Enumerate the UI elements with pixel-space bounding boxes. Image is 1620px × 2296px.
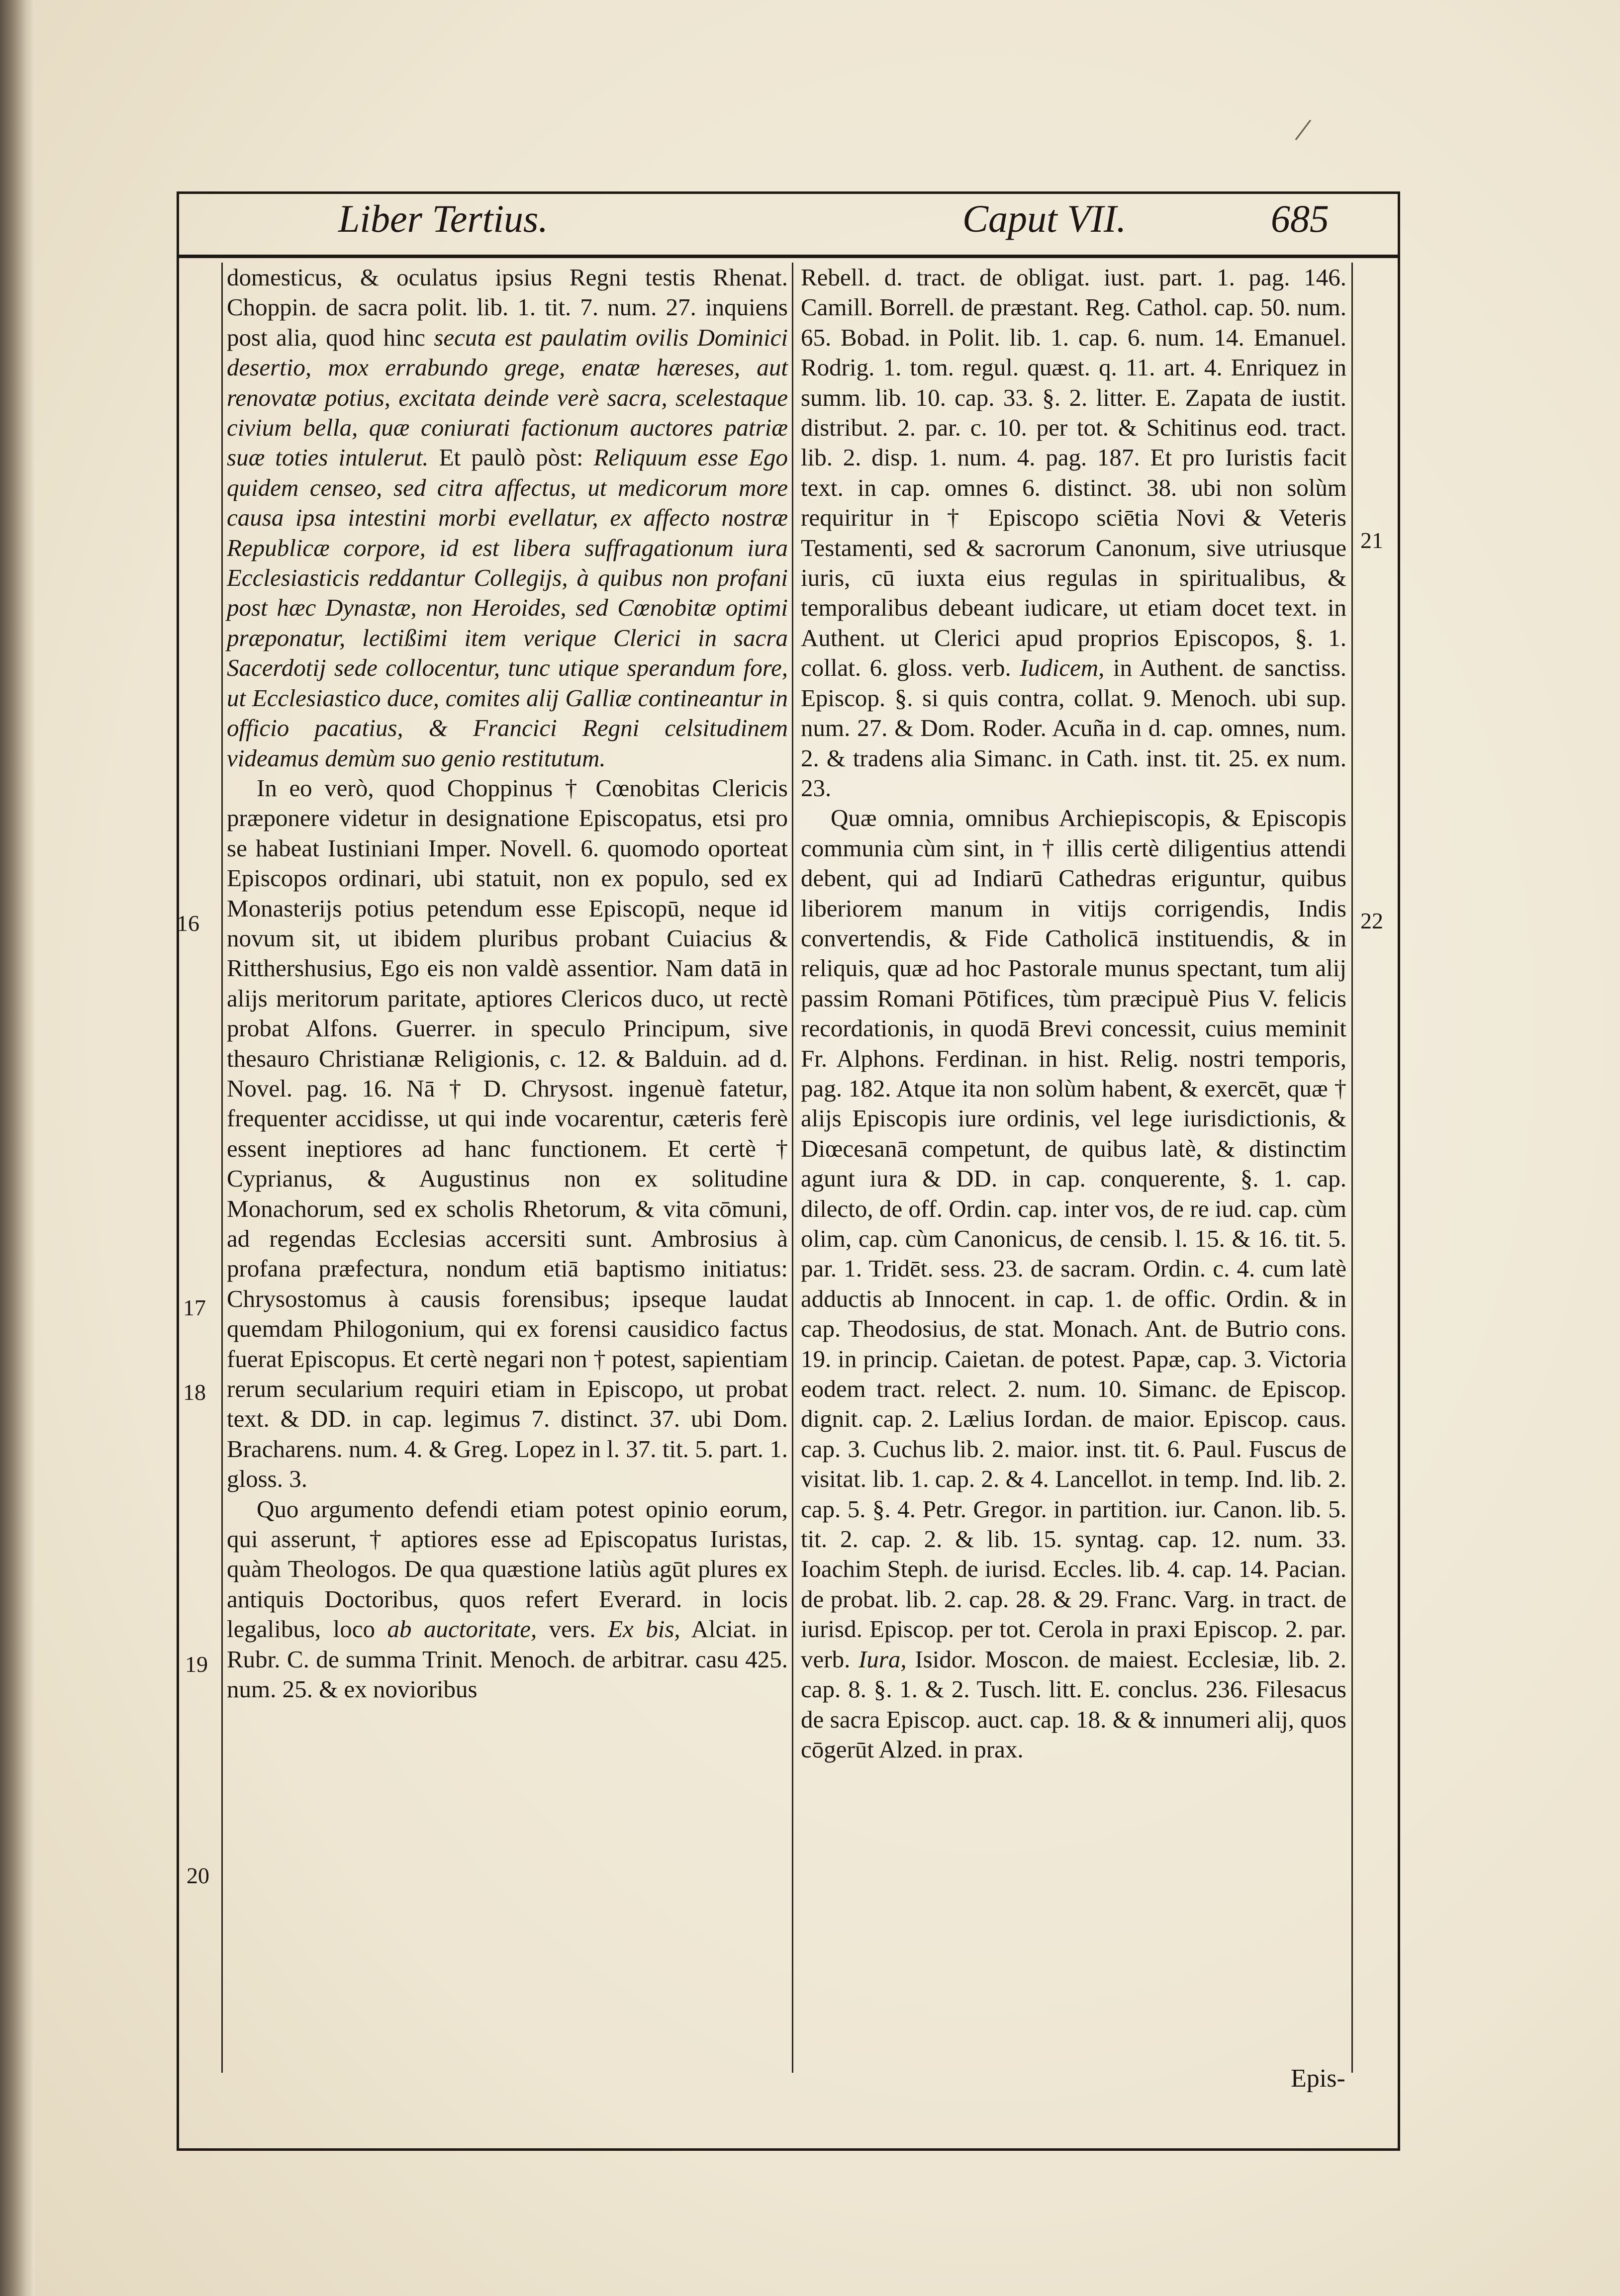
running-head-chapter: Caput VII. xyxy=(962,197,1127,240)
text-run: vers. xyxy=(549,1615,596,1643)
margin-number-17: 17 xyxy=(183,1295,206,1320)
italic-quote: Reliquum esse Ego quidem censeo, sed citra affectus, ut medicorum more causa ipsa intestini morbi evellatur, ex affecto nostræ Republicæ corpore, id est libera suffragationum iura Ecclesiasticis reddantur Collegijs, à quibus non profani post hæc Dynastæ, non Heroides, sed Cœnobitæ optimi præponatur, lectißimi item verique Clerici in sacra Sacerdotij sede collocentur, tunc utique sperandum fore, ut Ecclesiastico duce, comites alij Galliæ contineantur in officio pacatius, & Francici Regni celsitudinem videamus demùm suo genio restitutum. xyxy=(227,444,788,772)
left-paragraph-16: In eo verò, quod Choppinus † Cœnobitas Clericis præponere videtur in designatione Episcopatus, etsi pro se habeat Iustiniani Imper. Novell. 6. quomodo oporteat Episcopos ordinari, ubi statuit, non ex populo, sed ex Monasterijs potius petendum esse Episcopū, neque id novum sit, ut ibidem pluribus probant Cuiacius & Ritthershusius, Ego eis non valdè assentior. Nam datā in alijs meritorum paritate, aptiores Clericos duco, ut rectè probat Alfons. Guerrer. in speculo Principum, sive thesauro Christianæ Religionis, c. 12. & Balduin. ad d. Novel. pag. 16. Nā † D. Chrysost. ingenuè fatetur, frequenter accidisse, ut qui inde vocarentur, cæteris ferè essent ineptiores ad hanc functionem. Et certè † Cyprianus, & Augustinus non ex solitudine Monachorum, sed ex scholis Rhetorum, & vita cōmuni, ad regendas Ecclesias accersiti sunt. Ambrosius à profana præfectura, nondum etiā baptismo initiatus: Chrysostomus à causis forensibus; ipseque laudat quemdam Philogonium, qui ex forensi causidico factus fuerat Episcopus. Et certè negari non † potest, sapientiam rerum secularium requiri etiam in Episcopo, ut probat text. & DD. in cap. legimus 7. distinct. 37. ubi Dom. Bracharens. num. 4. & Greg. Lopez in l. 37. tit. 5. part. 1. gloss. 3. xyxy=(227,774,788,1493)
italic-ref: Ex bis, xyxy=(608,1615,680,1643)
left-text-column xyxy=(221,263,793,2073)
italic-quote: secuta est paulatim ovilis Dominici desertio, mox errabundo grege, enatæ hæreses, aut renovatæ potius, excitata deinde verè sacra, scelestaque civium bella, quæ coniurati factionum auctores patriæ suæ toties intulerut. xyxy=(227,323,788,471)
margin-number-21: 21 xyxy=(1360,528,1383,553)
text-run: Alciat. in Rubr. C. de summa Trinit. Menoch. de arbitrar. casu 425. num. 25. & ex novioribus xyxy=(227,1615,788,1703)
running-head-book: Liber Tertius. xyxy=(338,197,548,240)
margin-number-18: 18 xyxy=(183,1379,206,1405)
left-paragraph-20 xyxy=(227,1494,788,1705)
italic-ref: Iudicem, xyxy=(1020,654,1105,682)
margin-number-19: 19 xyxy=(185,1652,208,1677)
margin-number-22: 22 xyxy=(1360,908,1383,933)
text-run: in Authent. de sanctiss. Episcop. §. si quis contra, collat. 9. Menoch. ubi sup. num. 27. & Dom. Roder. Acuña in d. cap. omnes, num. 2. & tradens alia Simanc. in Cath. inst. tit. 25. ex num. 23. xyxy=(801,654,1347,802)
margin-number-16: 16 xyxy=(177,911,199,936)
text-run: Quæ omnia, omnibus Archiepiscopis, & Episcopis communia cùm sint, in † illis certè diligentius attendi debent, qui ad Indiarū Cathedras eriguntur, quibus liberiorem manum in vitijs corrigendis, Indis convertendis, & Fide Catholicā instituendis, & in reliquis, quæ ad hoc Pastorale munus spectant, tum alij passim Romani Pōtifices, tùm præcipuè Pius V. felicis recordationis, in quodā Brevi concessit, cuius meminit Fr. Alphons. Ferdinan. in hist. Relig. nostri temporis, pag. 182. Atque ita non solùm habent, & exercēt, quæ † alijs Episcopis iure ordinis, vel lege iurisdictionis, & Diœcesanā competunt, de quibus latè, & distinctim agunt iura & DD. in cap. conquerente, §. 1. cap. dilecto, de off. Ordin. cap. inter vos, de re iud. cap. cùm olim, cap. cùm Canonicus, de censib. l. 15. & 16. tit. 5. par. 1. Tridēt. sess. 23. de sacram. Ordin. c. 4. cum latè adductis ab Innocent. in cap. 1. de offic. Ordin. & in cap. Theodosius, de stat. Monach. Ant. de Butrio cons. 19. in princip. Caietan. de potest. Papæ, cap. 3. Victoria eodem tract. relect. 2. num. 10. Simanc. de Episcop. dignit. cap. 2. Lælius Iordan. de maior. Episcop. caus. cap. 3. Cuchus lib. 2. maior. inst. tit. 6. Paul. Fuscus de visitat. lib. 1. cap. 2. & 4. Lancellot. in temp. Ind. lib. 2. cap. 5. §. 4. Petr. Gregor. in partition. iur. Canon. lib. 5. tit. 2. cap. 2. & lib. 15. syntag. cap. 12. num. 33. Ioachim Steph. de iurisd. Eccles. lib. 4. cap. 14. Pacian. de probat. lib. 2. cap. 28. & 29. Franc. Varg. in tract. de iurisd. Episcop. per tot. Cerola in praxi Episcop. 2. par. verb. xyxy=(801,804,1346,1673)
text-run: domesticus, & oculatus ipsius Regni testis Rhenat. Choppin. de sacra polit. lib. 1. tit. 7. num. 27. inquiens post alia, quod hinc xyxy=(227,264,788,351)
margin-number-20: 20 xyxy=(187,1863,209,1888)
page-number: 685 xyxy=(1271,197,1329,240)
right-paragraph-22 xyxy=(801,803,1346,1764)
right-paragraph-continuation xyxy=(801,263,1346,803)
right-text-column xyxy=(796,263,1353,2073)
catchword: Epis- xyxy=(1291,2064,1345,2093)
text-run: Rebell. d. tract. de obligat. iust. part. 1. pag. 146. Camill. Borrell. de præstant. Reg. Cathol. cap. 50. num. 65. Bobad. in Polit. lib. 1. cap. 6. num. 14. Emanuel. Rodrig. 1. tom. regul. quæst. q. 11. art. 4. Enriquez in summ. lib. 10. cap. 33. §. 2. litter. E. Zapata de iustit. distribut. 2. par. c. 10. per tot. & Schitinus eod. tract. lib. 2. disp. 1. num. 4. pag. 187. Et pro Iuristis facit text. in cap. omnes 6. distinct. 38. ubi non solùm requiritur in † Episcopo sciētia Novi & Veteris Testamenti, sed & sacrorum Canonum, sive utriusque iuris, cū iuxta eius regulas in spiritualibus, & temporalibus debeant iudicare, ut etiam docet text. in Authent. ut Clerici apud proprios Episcopos, §. 1. collat. 6. gloss. verb. xyxy=(801,264,1346,682)
text-run: Et paulò pòst: xyxy=(439,444,583,471)
left-paragraph-continuation xyxy=(227,263,788,773)
text-run: Quo argumento defendi etiam potest opinio eorum, qui asserunt, † aptiores esse ad Episcopatus Iuristas, quàm Theologos. De qua quæstione latiùs agūt plures ex antiquis Doctoribus, quos refert Everard. in locis legalibus, loco xyxy=(227,1495,788,1643)
italic-ref: ab auctoritate, xyxy=(387,1615,537,1643)
italic-ref: Iura, xyxy=(858,1645,907,1673)
book-gutter xyxy=(0,0,35,2296)
text-run: Isidor. Moscon. de maiest. Ecclesiæ, lib. 2. cap. 8. §. 1. & 2. Tusch. litt. E. conclus. 236. Filesacus de sacra Episcop. auct. cap. 18. & & innumeri alij, quos cōgerūt Alzed. in prax. xyxy=(801,1645,1346,1763)
header-rule xyxy=(177,255,1400,258)
pencil-mark: / xyxy=(1292,110,1314,150)
